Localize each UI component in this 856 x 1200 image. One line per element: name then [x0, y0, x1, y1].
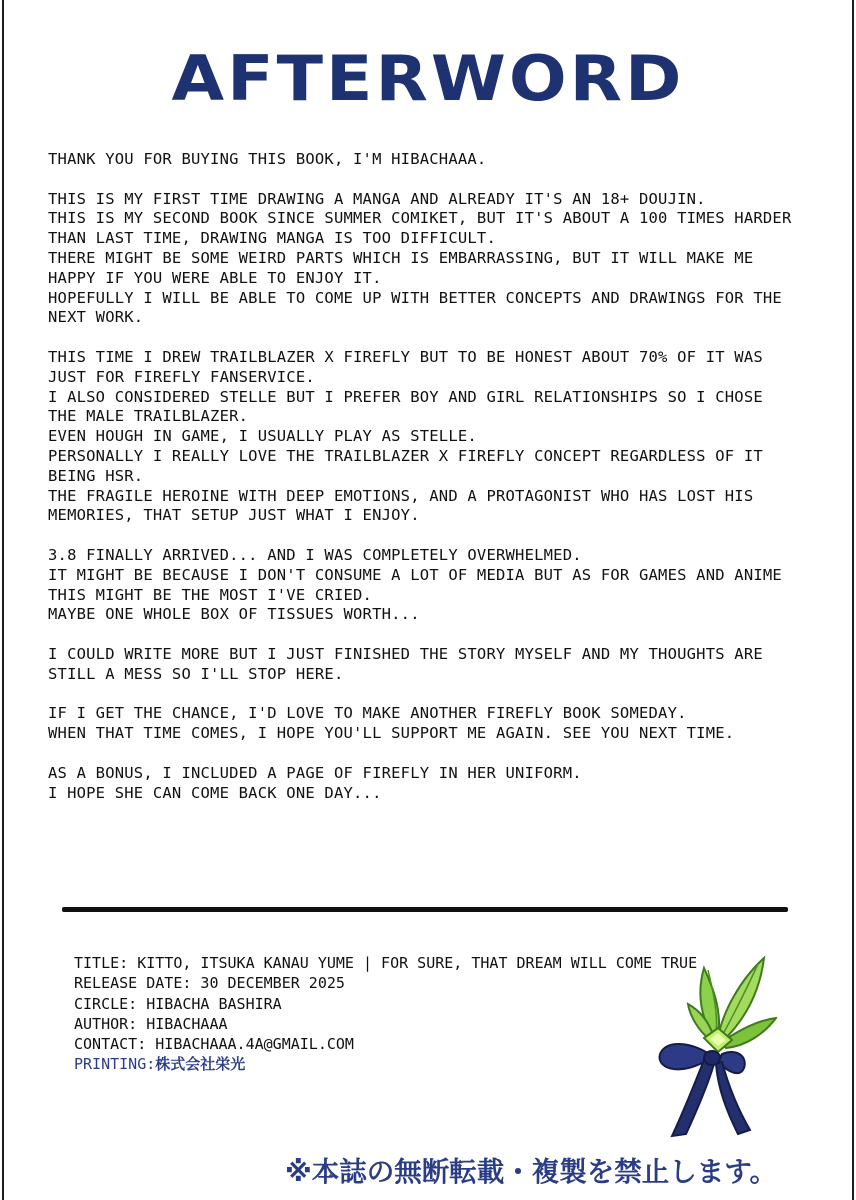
text-line: I COULD WRITE MORE BUT I JUST FINISHED THE STORY MYSELF AND MY THOUGHTS ARE [48, 644, 763, 663]
text-line: THIS IS MY SECOND BOOK SINCE SUMMER COMIKET, BUT IT'S ABOUT A 100 TIMES HARDER [48, 209, 792, 228]
paragraph [48, 546, 838, 625]
text-line: THE MALE TRAILBLAZER. [48, 407, 249, 426]
paragraph [48, 348, 838, 526]
text-line: JUST FOR FIREFLY FANSERVICE. [48, 367, 315, 386]
page-border-left [2, 0, 4, 1200]
text-line: HAPPY IF YOU WERE ABLE TO ENJOY IT. [48, 268, 382, 287]
credit-title: TITLE: KITTO, ITSUKA KANAU YUME | FOR SURE, THAT DREAM WILL COME TRUE [74, 954, 698, 972]
text-line: THIS MIGHT BE THE MOST I'VE CRIED. [48, 585, 373, 604]
text-line: 3.8 FINALLY ARRIVED... AND I WAS COMPLETELY OVERWHELMED. [48, 545, 582, 564]
paragraph [48, 150, 838, 170]
paragraph [48, 645, 838, 685]
text-line: BEING HSR. [48, 466, 144, 485]
text-line: THAN LAST TIME, DRAWING MANGA IS TOO DIFFICULT. [48, 229, 496, 248]
afterword-body [48, 150, 838, 823]
printing-label: PRINTING: [74, 1055, 156, 1074]
text-line: PERSONALLY I REALLY LOVE THE TRAILBLAZER X FIREFLY CONCEPT REGARDLESS OF IT [48, 446, 763, 465]
text-line: STILL A MESS SO I'LL STOP HERE. [48, 664, 344, 683]
copyright-notice: ※本誌の無断転載・複製を禁止します。 [285, 1156, 778, 1188]
credit-author: AUTHOR: HIBACHAAA [74, 1014, 228, 1033]
credit-circle: CIRCLE: HIBACHA BASHIRA [74, 994, 282, 1013]
text-line: I HOPE SHE CAN COME BACK ONE DAY... [48, 783, 382, 802]
paragraph [48, 704, 838, 744]
text-line: IT MIGHT BE BECAUSE I DON'T CONSUME A LOT OF MEDIA BUT AS FOR GAMES AND ANIME [48, 565, 782, 584]
printing-value: 株式会社栄光 [155, 1055, 246, 1074]
section-divider [62, 907, 788, 912]
page-border-right [852, 0, 854, 1200]
paragraph [48, 764, 838, 804]
text-line: THIS TIME I DREW TRAILBLAZER X FIREFLY BUT TO BE HONEST ABOUT 70% OF IT WAS [48, 347, 763, 366]
text-line: NEXT WORK. [48, 308, 144, 327]
text-line: I ALSO CONSIDERED STELLE BUT I PREFER BOY AND GIRL RELATIONSHIPS SO I CHOSE [48, 387, 763, 406]
page-title: AFTERWORD [171, 43, 685, 116]
text-line: MEMORIES, THAT SETUP JUST WHAT I ENJOY. [48, 506, 420, 525]
leaf-bow-emblem-icon [652, 950, 777, 1145]
text-line: IF I GET THE CHANCE, I'D LOVE TO MAKE ANOTHER FIREFLY BOOK SOMEDAY. [48, 704, 687, 723]
text-line: THANK YOU FOR BUYING THIS BOOK, I'M HIBACHAAA. [48, 150, 487, 168]
text-line: HOPEFULLY I WILL BE ABLE TO COME UP WITH BETTER CONCEPTS AND DRAWINGS FOR THE [48, 288, 782, 307]
credit-contact: CONTACT: HIBACHAAA.4A@GMAIL.COM [74, 1035, 354, 1054]
text-line: WHEN THAT TIME COMES, I HOPE YOU'LL SUPPORT ME AGAIN. SEE YOU NEXT TIME. [48, 724, 735, 743]
text-line: THERE MIGHT BE SOME WEIRD PARTS WHICH IS EMBARRASSING, BUT IT WILL MAKE ME [48, 248, 754, 267]
credit-release-date: RELEASE DATE: 30 DECEMBER 2025 [74, 974, 345, 993]
text-line: THE FRAGILE HEROINE WITH DEEP EMOTIONS, AND A PROTAGONIST WHO HAS LOST HIS [48, 486, 754, 505]
text-line: AS A BONUS, I INCLUDED A PAGE OF FIREFLY IN HER UNIFORM. [48, 763, 582, 782]
text-line: THIS IS MY FIRST TIME DRAWING A MANGA AND ALREADY IT'S AN 18+ DOUJIN. [48, 189, 706, 208]
paragraph [48, 190, 838, 329]
text-line: EVEN HOUGH IN GAME, I USUALLY PLAY AS STELLE. [48, 427, 477, 446]
text-line: MAYBE ONE WHOLE BOX OF TISSUES WORTH... [48, 605, 420, 624]
